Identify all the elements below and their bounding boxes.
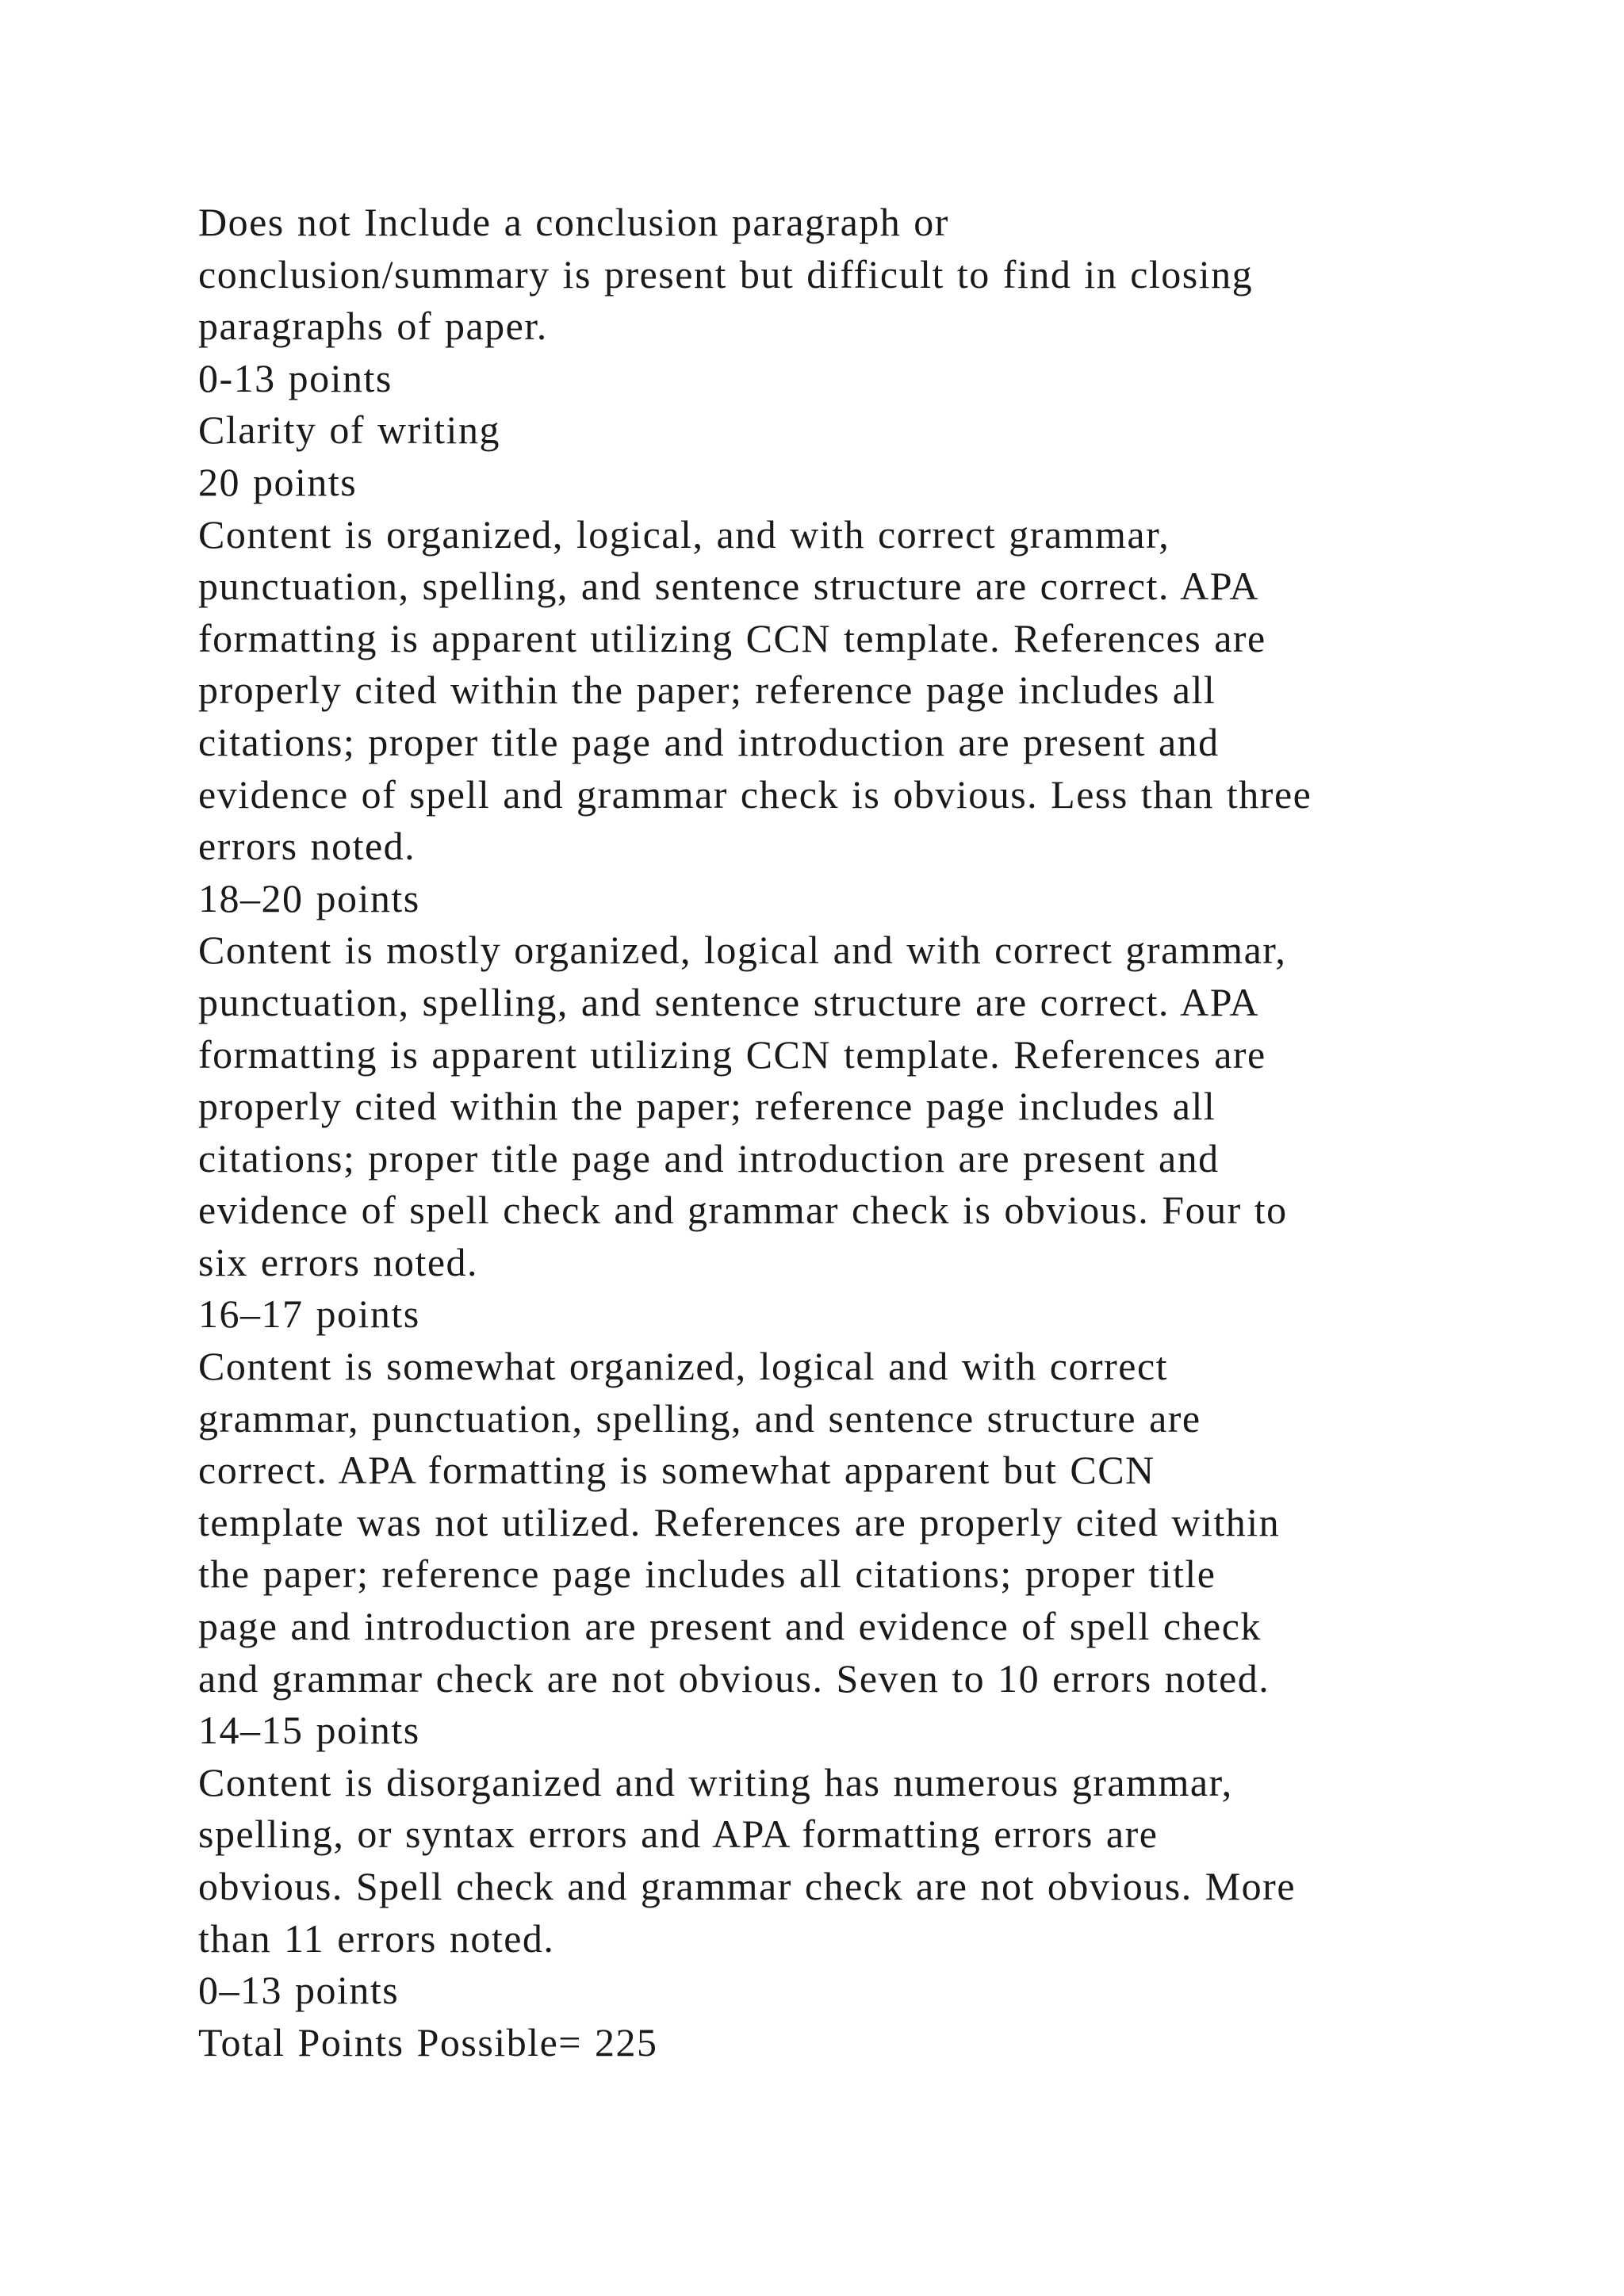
text-line: paragraphs of paper. — [198, 304, 548, 349]
text-line: and grammar check are not obvious. Seven to 10 errors noted. — [198, 1655, 1270, 1701]
points-line: 0-13 points — [198, 355, 393, 400]
text-line: spelling, or syntax errors and APA formatting errors are — [198, 1812, 1159, 1857]
text-line: citations; proper title page and introduction are present and — [198, 1135, 1220, 1181]
text-line: the paper; reference page includes all citations; proper title — [198, 1552, 1216, 1597]
text-line: six errors noted. — [198, 1239, 479, 1284]
text-line: evidence of spell and grammar check is obvious. Less than three — [198, 771, 1312, 817]
text-line: errors noted. — [198, 824, 416, 869]
text-line: correct. APA formatting is somewhat apparent but CCN — [198, 1448, 1155, 1493]
text-line: conclusion/summary is present but difficult to find in closing — [198, 251, 1254, 297]
criterion-title: Clarity of writing — [198, 408, 500, 453]
text-line: Does not Include a conclusion paragraph or — [198, 200, 949, 244]
points-line: 0–13 points — [198, 1968, 400, 2013]
text-line: Content is mostly organized, logical and with correct grammar, — [198, 928, 1287, 973]
total-points-line: Total Points Possible= 225 — [198, 2019, 658, 2064]
text-line: template was not utilized. References are properly cited within — [198, 1499, 1281, 1544]
points-line: 14–15 points — [198, 1708, 420, 1753]
text-line: Content is disorganized and writing has numerous grammar, — [198, 1759, 1233, 1804]
text-line: Content is organized, logical, and with correct grammar, — [198, 511, 1170, 557]
text-line: evidence of spell check and grammar check is obvious. Four to — [198, 1188, 1288, 1233]
text-line: formatting is apparent utilizing CCN template. References are — [198, 1031, 1266, 1077]
text-line: punctuation, spelling, and sentence structure are correct. APA — [198, 564, 1260, 609]
points-line: 16–17 points — [198, 1292, 420, 1337]
text-line: obvious. Spell check and grammar check are not obvious. More — [198, 1864, 1297, 1908]
text-line: grammar, punctuation, spelling, and sentence structure are — [198, 1395, 1201, 1441]
text-line: than 11 errors noted. — [198, 1915, 555, 1961]
document-body — [198, 197, 1499, 2068]
text-line: formatting is apparent utilizing CCN template. References are — [198, 615, 1266, 660]
text-line: citations; proper title page and introduction are present and — [198, 719, 1220, 764]
text-line: properly cited within the paper; reference page includes all — [198, 668, 1216, 713]
points-line: 20 points — [198, 459, 358, 504]
points-line: 18–20 points — [198, 875, 420, 920]
text-line: page and introduction are present and evidence of spell check — [198, 1604, 1262, 1649]
text-line: punctuation, spelling, and sentence structure are correct. APA — [198, 979, 1260, 1024]
text-line: Content is somewhat organized, logical and with correct — [198, 1344, 1169, 1389]
text-line: properly cited within the paper; reference page includes all — [198, 1084, 1216, 1129]
